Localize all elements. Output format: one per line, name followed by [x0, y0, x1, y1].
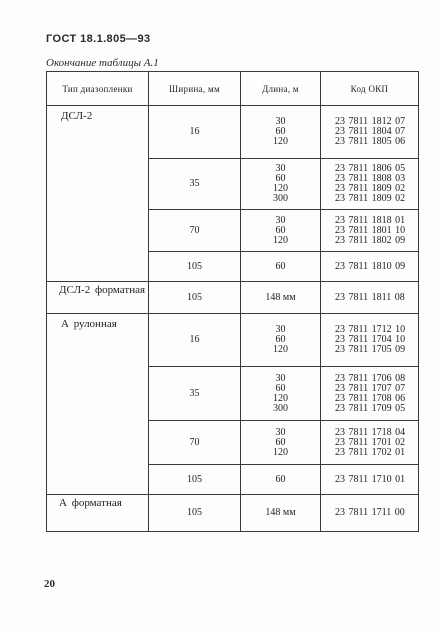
cell-okp-code: [321, 210, 419, 252]
okp-code-value: 23 7811 1702 01: [335, 446, 406, 458]
cell-length: [241, 495, 321, 532]
cell-film-type: [47, 106, 149, 282]
cell-length: [241, 252, 321, 282]
length-value: 120: [273, 234, 288, 246]
okp-code-value: 23 7811 1811 08: [335, 291, 405, 303]
okp-code-value: 23 7811 1705 09: [335, 344, 406, 355]
cell-okp-code: [321, 495, 419, 532]
film-type-label: А рулонная: [61, 318, 117, 330]
okp-code-value: 23 7811 1809 02: [335, 193, 406, 204]
table-row: [47, 282, 419, 314]
okp-code-value: 23 7811 1708 06: [335, 392, 406, 404]
length-value: 60: [275, 260, 286, 272]
okp-code-value: 23 7811 1711 00: [335, 507, 405, 518]
table-row: [47, 495, 419, 532]
film-type-label: ДСЛ-2 форматная: [59, 284, 146, 296]
length-value: 30: [275, 163, 286, 174]
cell-width: 35: [149, 367, 241, 421]
column-header-code: Код ОКП: [321, 72, 419, 106]
okp-code-value: 23 7811 1812 07: [335, 116, 406, 127]
cell-length: [241, 465, 321, 495]
okp-code-value: 23 7811 1701 02: [335, 436, 406, 448]
cell-width: 105: [149, 282, 241, 314]
cell-okp-code: [321, 282, 419, 314]
column-header-type: Тип диазопленки: [47, 72, 149, 106]
film-type-label: ДСЛ-2: [61, 110, 93, 122]
okp-code-value: 23 7811 1707 07: [335, 382, 406, 394]
film-type-label: А форматная: [59, 497, 122, 509]
cell-length: [241, 421, 321, 465]
cell-length: [241, 106, 321, 159]
okp-code-value: 23 7811 1802 09: [335, 234, 406, 246]
length-value: 30: [275, 324, 286, 335]
length-value: 300: [273, 402, 288, 414]
table-header-row: [47, 72, 419, 106]
cell-okp-code: [321, 367, 419, 421]
cell-width: 16: [149, 314, 241, 367]
table-row: [47, 106, 419, 159]
length-value: 120: [273, 183, 288, 194]
cell-width: 105: [149, 252, 241, 282]
cell-okp-code: [321, 159, 419, 210]
cell-width: 105: [149, 465, 241, 495]
length-value: 60: [275, 436, 286, 448]
length-value: 30: [275, 116, 286, 127]
cell-film-type: [47, 282, 149, 314]
length-value: 30: [275, 214, 286, 226]
length-value: 148 мм: [265, 507, 296, 518]
cell-width: 35: [149, 159, 241, 210]
cell-okp-code: [321, 252, 419, 282]
page-number: 20: [44, 578, 55, 590]
length-value: 60: [275, 382, 286, 394]
cell-length: [241, 282, 321, 314]
cell-width: 16: [149, 106, 241, 159]
cell-okp-code: [321, 421, 419, 465]
cell-length: [241, 159, 321, 210]
okp-code-value: 23 7811 1818 01: [335, 214, 406, 226]
okp-code-value: 23 7811 1808 03: [335, 173, 406, 184]
cell-okp-code: [321, 314, 419, 367]
okp-code-value: 23 7811 1718 04: [335, 426, 406, 438]
length-value: 120: [273, 344, 288, 355]
cell-width: 70: [149, 421, 241, 465]
length-value: 148 мм: [265, 291, 296, 303]
table-caption: Окончание таблицы А.1: [46, 57, 159, 69]
okp-code-value: 23 7811 1704 10: [335, 334, 406, 345]
length-value: 30: [275, 372, 286, 384]
column-header-width: Ширина, мм: [149, 72, 241, 106]
okp-code-value: 23 7811 1810 09: [335, 260, 406, 272]
length-value: 60: [275, 334, 286, 345]
length-value: 120: [273, 392, 288, 404]
cell-film-type: [47, 495, 149, 532]
length-value: 60: [275, 173, 286, 184]
document-header: ГОСТ 18.1.805—93: [46, 33, 151, 45]
length-value: 30: [275, 426, 286, 438]
column-header-length: Длина, м: [241, 72, 321, 106]
cell-length: [241, 367, 321, 421]
length-value: 120: [273, 136, 288, 147]
cell-okp-code: [321, 106, 419, 159]
okp-code-value: 23 7811 1806 05: [335, 163, 406, 174]
cell-okp-code: [321, 465, 419, 495]
cell-length: [241, 314, 321, 367]
okp-code-value: 23 7811 1801 10: [335, 224, 406, 236]
okp-code-value: 23 7811 1709 05: [335, 402, 406, 414]
cell-width: 105: [149, 495, 241, 532]
okp-code-value: 23 7811 1804 07: [335, 126, 406, 137]
specification-table: [46, 71, 419, 532]
length-value: 60: [275, 473, 286, 485]
length-value: 60: [275, 126, 286, 137]
okp-code-value: 23 7811 1809 02: [335, 183, 406, 194]
cell-width: 70: [149, 210, 241, 252]
okp-code-value: 23 7811 1712 10: [335, 324, 406, 335]
okp-code-value: 23 7811 1706 08: [335, 372, 406, 384]
okp-code-value: 23 7811 1710 01: [335, 473, 406, 485]
cell-film-type: [47, 314, 149, 495]
okp-code-value: 23 7811 1805 06: [335, 136, 406, 147]
length-value: 120: [273, 446, 288, 458]
length-value: 60: [275, 224, 286, 236]
cell-length: [241, 210, 321, 252]
length-value: 300: [273, 193, 288, 204]
table-row: [47, 314, 419, 367]
